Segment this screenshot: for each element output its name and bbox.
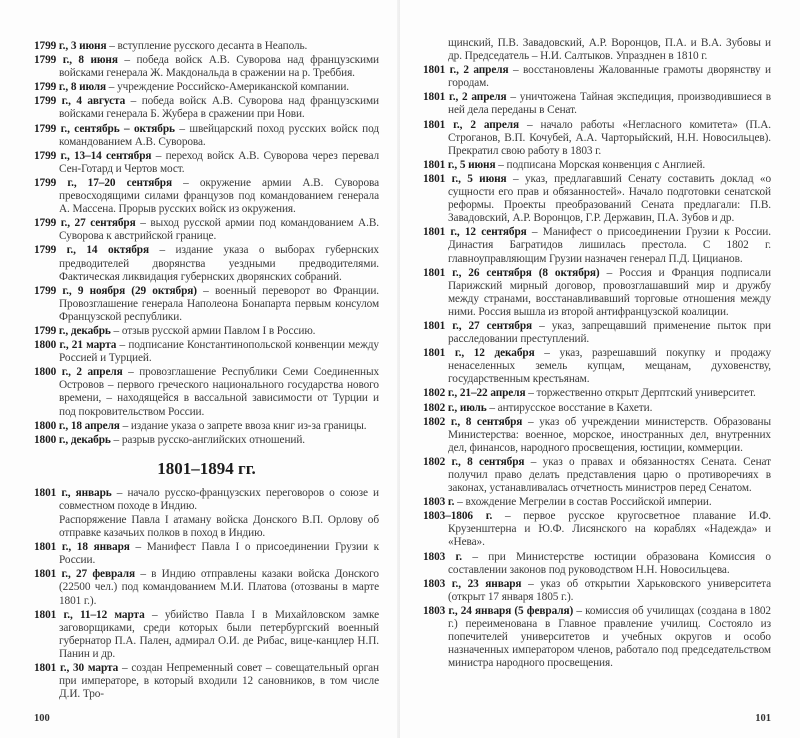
entry-text: указ, запрещавший применение пыток при расследовании преступлений. xyxy=(448,319,771,346)
entry-date: 1799 г., 14 октября xyxy=(34,244,149,257)
entry-dash: – xyxy=(130,95,137,108)
entry-text: вступление русского десанта в Неаполь. xyxy=(117,40,308,52)
entry-text: восстановлены Жалованные грамоты дворянству и городам. xyxy=(448,64,771,90)
timeline-entry xyxy=(423,387,771,400)
entry-date: 1801 г., 18 января xyxy=(34,541,130,554)
continuation-body: щинский, П.В. Завадовский, А.Р. Воронцов, П.А. и В.А. Зубовы и др. Председатель – Н.И. Салтыков. Упразднен в 1810 г. xyxy=(448,37,771,63)
entry-date: 1800 г., 2 апреля xyxy=(34,366,123,379)
entry-dash: – xyxy=(489,401,495,414)
entry-date: 1800 г., 18 апреля xyxy=(34,419,120,432)
timeline-entry xyxy=(34,285,379,324)
timeline-entry xyxy=(423,347,771,386)
entry-date: 1799 г., 17–20 сентября xyxy=(34,176,172,189)
entry-date: 1801 г., 5 июня xyxy=(423,158,496,171)
timeline-entry xyxy=(423,416,771,455)
timeline-entry xyxy=(34,217,379,243)
timeline-entry xyxy=(34,568,379,607)
timeline-entry xyxy=(423,456,771,495)
entry-date: 1801 г., 27 февраля xyxy=(34,568,136,581)
timeline-entry xyxy=(423,320,771,346)
entry-text: Россия и Франция подписали Парижский мирный договор, провозглашавший мир и дружбу между странами, восстанавливавший торговые отношения между ними. Россия вышла из второй антифранцузской коалиции. xyxy=(448,266,772,318)
entry-date: 1801 г., январь xyxy=(34,486,112,499)
timeline-entry xyxy=(423,226,771,265)
timeline-entry xyxy=(423,64,771,90)
page-number-right: 101 xyxy=(755,713,771,725)
entry-dash: – xyxy=(135,541,142,554)
timeline-entry xyxy=(34,487,379,513)
right-page xyxy=(400,0,800,738)
entries-1799-1800 xyxy=(34,40,379,447)
entry-date: 1801 г., 2 апреля xyxy=(423,91,507,104)
entry-text: подписание Константинопольской конвенции между Россией и Турцией. xyxy=(59,339,379,365)
entry-date: 1803 г., 24 января (5 февраля) xyxy=(423,604,574,617)
timeline-entry xyxy=(34,609,379,661)
entry-text: издание указа о запрете ввоза книг из-за границы. xyxy=(130,419,367,432)
entry-text: при Министерстве юстиции образована Комиссия о составлении законов под руководством Н.Н. Новосильцева. xyxy=(448,550,771,576)
timeline-entry xyxy=(34,81,379,94)
entry-text: швейцарский поход русских войск под командованием А.В. Суворова. xyxy=(59,122,379,148)
timeline-entry xyxy=(34,95,379,121)
timeline-entry xyxy=(34,514,379,540)
entry-text: антирусское восстание в Кахети. xyxy=(497,401,653,414)
entry-text: выход русской армии под командованием А.В. Суворова к австрийской границе. xyxy=(59,217,379,243)
timeline-entry xyxy=(423,578,771,604)
entry-dash: – xyxy=(113,433,120,446)
entry-text: победа войск А.В. Суворова над французскими войсками генерала Ж. Макдональда в сражении на р. Треббия. xyxy=(59,54,379,80)
entry-date: 1799 г., 9 ноября (29 октября) xyxy=(34,284,197,297)
entry-text: в Индию отправлены казаки войска Донского (22500 чел.) под командованием М.И. Платова (отозваны в марте 1801 г.). xyxy=(59,568,379,607)
entry-text: Манифест о присоединении Грузии к России. Династия Багратидов лишилась престола. С 1802 г. главноуправляющим Грузии назначен генерал П.Д. Цицианов. xyxy=(448,226,771,265)
entry-dash: – xyxy=(151,608,158,621)
entry-date: 1803 г. xyxy=(423,550,462,563)
entry-dash: – xyxy=(159,244,166,257)
entry-date: 1799 г., 3 июня xyxy=(34,40,107,52)
page-number-left: 100 xyxy=(34,713,50,725)
entry-text: начало работы «Негласного комитета» (П.А. Строганов, В.П. Кочубей, А.А. Чарторыйский, Н.Н. Новосильцев). Прекратил свою работу в 1803 г. xyxy=(448,118,771,157)
entry-date: 1799 г., сентябрь – октябрь xyxy=(34,122,175,135)
entry-date: 1799 г., 4 августа xyxy=(34,95,126,108)
entry-dash: – xyxy=(504,510,511,523)
timeline-entry xyxy=(423,267,771,319)
entry-date: 1801 г., 30 марта xyxy=(34,662,119,675)
entry-dash: – xyxy=(527,415,534,428)
entry-text: разрыв русско-английских отношений. xyxy=(121,433,306,446)
right-column xyxy=(423,37,771,702)
entry-dash: – xyxy=(140,217,146,230)
timeline-entry xyxy=(423,173,771,225)
entry-dash: – xyxy=(606,266,613,279)
entry-text: указ, разрешавший покупку и продажу ненаселенных земель купцам, мещанам, духовенству, государственным крестьянам. xyxy=(448,347,771,386)
entry-date: 1802 г., 8 сентября xyxy=(423,455,525,468)
entry-date: 1799 г., 13–14 сентября xyxy=(34,149,152,162)
entry-dash: – xyxy=(526,118,533,131)
timeline-entry xyxy=(34,54,379,80)
entry-dash: – xyxy=(530,455,537,468)
entry-dash: – xyxy=(457,496,463,509)
entry-text: Распоряжение Павла I атаману войска Донского В.П. Орлову об отправке казачьих полков в поход в Индию. xyxy=(59,514,379,540)
timeline-entry xyxy=(34,150,379,176)
timeline-entry xyxy=(423,119,771,158)
entry-dash: – xyxy=(124,54,130,67)
entry-text: торжественно открыт Дерптский университет. xyxy=(536,387,756,400)
entry-text: военный переворот во Франции. Провозглашение генерала Наполеона Бонапарта первым консулом Французской республики. xyxy=(59,284,379,323)
entry-dash: – xyxy=(179,122,185,135)
timeline-entry xyxy=(423,605,771,670)
timeline-entry xyxy=(423,510,771,549)
entry-text: указ об учреждении министерств. Образованы Министерства: военное, морское, иностранных дел, внутренних дел, финансов, народного просвещения, юстиции, коммерции. xyxy=(448,415,771,454)
entry-dash: – xyxy=(113,324,120,337)
entry-text: начало русско-французских переговоров о союзе и совместном походе в Индию. xyxy=(59,486,379,512)
entry-text: первое русское кругосветное плавание И.Ф. Крузенштерна и Ю.Ф. Лисянского на кораблях «Надежда» и «Нева». xyxy=(448,510,771,549)
entry-dash: – xyxy=(108,81,115,94)
timeline-entry xyxy=(34,40,379,53)
entry-text: убийство Павла I в Михайловском замке заговорщиками, среди которых были петербургский военный губернатор П.А. Пален, адмирал О.И. де Рибас, вице-канцлер Н.П. Панин и др. xyxy=(59,608,379,660)
entry-date: 1801 г., 27 сентября xyxy=(423,319,533,332)
entry-date: 1800 г., 21 марта xyxy=(34,339,117,352)
entry-dash: – xyxy=(576,604,582,617)
entry-dash: – xyxy=(510,91,516,104)
entry-date: 1802 г., июль xyxy=(423,401,487,414)
entry-date: 1803 г., 23 января xyxy=(423,577,522,590)
entry-text: окружение армии А.В. Суворова превосходящими силами французов под командованием генерала А. Массена. Прорыв русских войск из окружения. xyxy=(59,176,379,216)
entry-dash: – xyxy=(539,319,545,332)
entry-date: 1801 г., 11–12 марта xyxy=(34,608,145,621)
entry-date: 1801 г., 5 июня xyxy=(423,172,507,185)
entries-1801-1803 xyxy=(423,64,771,670)
entry-date: 1803–1806 г. xyxy=(423,510,493,523)
timeline-entry xyxy=(34,177,379,216)
entry-dash: – xyxy=(512,172,519,185)
entry-dash: – xyxy=(531,226,538,239)
timeline-entry xyxy=(423,159,771,172)
entry-date: 1801 г., 12 сентября xyxy=(423,226,527,239)
entry-text: комиссия об училищах (создана в 1802 г.) переименована в Главное правление училищ. Состояло из попечителей университетов и учебных округов и особо назначенных императором членов, работало под председательством министра народного просвещения. xyxy=(448,604,771,670)
timeline-entry xyxy=(34,325,379,338)
timeline-entry xyxy=(34,366,379,418)
entry-text: провозглашение Республики Семи Соединенных Островов – первого греческого национального государства нового времени, – находящейся в вассальной зависимости от Турции и под покровительством России. xyxy=(59,366,379,418)
entry-date: 1800 г., декабрь xyxy=(34,433,111,446)
entry-dash: – xyxy=(119,339,126,352)
timeline-entry xyxy=(34,434,379,447)
entry-date: 1799 г., декабрь xyxy=(34,324,111,337)
entry-dash: – xyxy=(528,387,534,400)
timeline-entry xyxy=(34,420,379,433)
entry-dash: – xyxy=(203,284,209,297)
entry-text: переход войск А.В. Суворова через перевал Сен-Готард и Чертов мост. xyxy=(59,149,379,175)
entry-text: победа войск А.В. Суворова над французскими войсками генерала Б. Жубера в сражении при Нови. xyxy=(59,95,379,121)
entry-date: 1801 г., 2 апреля xyxy=(423,118,519,131)
entries-1801 xyxy=(34,487,379,702)
entry-dash: – xyxy=(183,176,189,189)
entry-date: 1799 г., 8 июля xyxy=(34,81,107,94)
timeline-entry xyxy=(34,244,379,283)
section-heading: 1801–1894 гг. xyxy=(157,458,256,478)
entry-text: учреждение Российско-Американской компании. xyxy=(117,81,349,94)
entry-text: указ о правах и обязанностях Сената. Сенат получил право делать представления царю о противоречиях в законах, устанавливалась отчетность министров перед Сенатом. xyxy=(448,455,771,495)
timeline-entry xyxy=(34,123,379,149)
entry-dash: – xyxy=(155,149,162,162)
entry-date: 1801 г., 12 декабря xyxy=(423,347,535,360)
entry-dash: – xyxy=(116,486,123,499)
entry-text: уничтожена Тайная экспедиция, производившиеся в ней дела переданы в Сенат. xyxy=(448,91,771,117)
timeline-entry xyxy=(34,339,379,365)
entry-dash: – xyxy=(512,64,519,77)
entry-dash: – xyxy=(128,366,134,379)
timeline-entry xyxy=(423,402,771,415)
entry-date: 1802 г., 21–22 апреля xyxy=(423,387,526,400)
entry-dash: – xyxy=(544,347,550,360)
entry-text: вхождение Мегрелии в состав Российской империи. xyxy=(465,496,712,509)
timeline-entry xyxy=(34,541,379,567)
continuation-text xyxy=(423,37,771,63)
timeline-entry xyxy=(423,91,771,117)
entry-text: указ, предлагавший Сенату составить доклад «о сущности его прав и обязанностей». Начало подготовки сенатской реформы. Проекты преобразований Сената предлагали: П.В. Завадовский, А.Р. Воронцов, Г.Р. Державин, П.А. Зубов и др. xyxy=(448,172,771,225)
entry-date: 1799 г., 8 июня xyxy=(34,54,118,67)
timeline-entry xyxy=(423,551,771,577)
entry-text: создан Непременный совет – совещательный орган при императоре, в который входили 12 сановников, в том числе Д.И. Тро- xyxy=(59,662,380,701)
entry-dash: – xyxy=(121,662,128,675)
entry-dash: – xyxy=(140,568,146,581)
timeline-entry xyxy=(34,662,379,701)
entry-text: подписана Морская конвенция с Англией. xyxy=(506,158,706,171)
entry-text: указ об открытии Харьковского университета (открыт 17 января 1805 г.). xyxy=(448,577,771,603)
entry-date: 1801 г., 2 апреля xyxy=(423,64,509,77)
entry-date: 1803 г. xyxy=(423,496,455,509)
timeline-entry xyxy=(423,496,771,509)
entry-text: отзыв русской армии Павлом I в Россию. xyxy=(121,324,316,337)
entry-date: 1799 г., 27 сентября xyxy=(34,217,136,230)
left-column xyxy=(34,40,379,702)
entry-dash: – xyxy=(528,577,534,590)
entry-dash: – xyxy=(122,419,129,432)
entry-dash: – xyxy=(498,158,504,171)
entry-date: 1801 г., 26 сентября (8 октября) xyxy=(423,266,600,279)
entry-dash: – xyxy=(472,550,478,563)
entry-dash: – xyxy=(109,40,115,52)
entry-text: издание указа о выборах губернских предводителей дворянства уездными предводителями. Фактическая ликвидация губернских дворянских собраний. xyxy=(59,244,379,283)
entry-date: 1802 г., 8 сентября xyxy=(423,415,523,428)
entry-text: Манифест Павла I о присоединении Грузии к России. xyxy=(59,541,379,567)
